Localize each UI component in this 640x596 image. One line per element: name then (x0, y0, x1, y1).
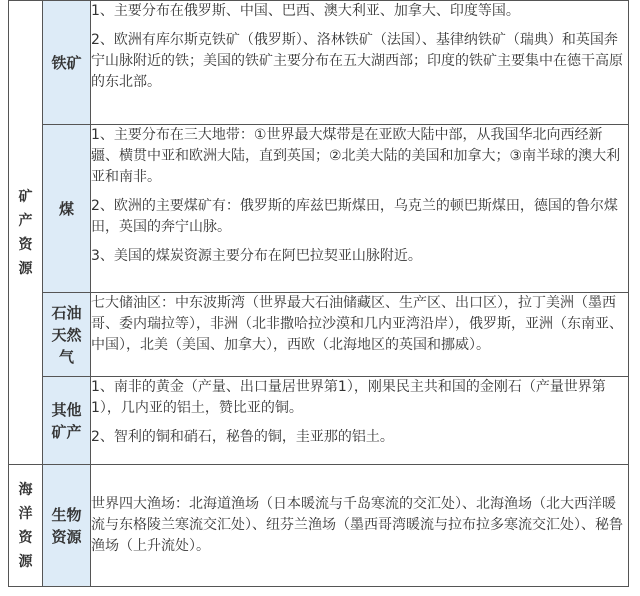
description-paragraph: 七大储油区：中东波斯湾（世界最大石油储藏区、生产区、出口区），拉丁美洲（墨西哥、委内瑞拉等），非洲（北非撒哈拉沙漠和几内亚湾沿岸），俄罗斯，亚洲（东南亚、中国），北美（美国、加拿大），西欧（北海地区的英国和挪威）。 (91, 295, 623, 353)
table-row-iron (9, 1, 629, 125)
subcategory-biological-resources (43, 465, 91, 587)
category-char: 源 (18, 553, 33, 570)
table-row-marine-biological (9, 465, 629, 587)
resource-table (8, 0, 629, 587)
description-paragraph: 世界四大渔场：北海道渔场（日本暖流与千岛寒流的交汇处）、北海渔场（北大西洋暖流与东格陵兰寒流交汇处）、纽芬兰渔场（墨西哥湾暖流与拉布拉多寒流交汇处）、秘鲁渔场（上升流处）。 (91, 496, 623, 554)
subcategory-coal (43, 125, 91, 293)
table-row-oil-gas (9, 293, 629, 377)
subcategory-label: 煤 (58, 199, 74, 218)
category-char: 源 (18, 260, 33, 277)
description-paragraph: 2、欧洲的主要煤矿有：俄罗斯的库兹巴斯煤田，乌克兰的顿巴斯煤田，德国的鲁尔煤田，英国的奔宁山脉。 (91, 198, 618, 235)
category-char: 产 (18, 212, 33, 229)
category-marine-resources (9, 465, 43, 587)
description-coal (91, 125, 629, 293)
subcategory-label: 资源 (51, 527, 82, 546)
description-paragraph: 1、南非的黄金（产量、出口量居世界第1），刚果民主共和国的金刚石（产量世界第1），几内亚的铝土，赞比亚的铜。 (91, 379, 606, 416)
description-oil-gas (91, 293, 629, 377)
category-char: 资 (18, 529, 33, 546)
subcategory-oil-gas (43, 293, 91, 377)
subcategory-label: 气 (58, 347, 74, 366)
category-char: 矿 (18, 188, 33, 205)
description-paragraph: 3、美国的煤炭资源主要分布在阿巴拉契亚山脉附近。 (91, 248, 422, 264)
description-paragraph: 2、欧洲有库尔斯克铁矿（俄罗斯）、洛林铁矿（法国）、基律纳铁矿（瑞典）和英国奔宁山脉附近的铁；美国的铁矿主要分布在五大湖西部；印度的铁矿主要集中在德干高原的东北部。 (91, 32, 623, 90)
description-other-minerals (91, 377, 629, 465)
subcategory-label: 生物 (51, 505, 82, 524)
description-iron (91, 1, 629, 125)
description-paragraph: 1、主要分布在三大地带：①世界最大煤带是在亚欧大陆中部，从我国华北向西经新疆、横贯中亚和欧洲大陆，直到英国；②北美大陆的美国和加拿大；③南半球的澳大利亚和南非。 (91, 127, 621, 185)
subcategory-label: 铁矿 (51, 53, 82, 72)
table-row-other-minerals (9, 377, 629, 465)
subcategory-label: 其他 (51, 400, 82, 419)
subcategory-label: 天然 (51, 325, 82, 344)
category-char: 资 (18, 236, 33, 253)
category-mineral-resources (9, 1, 43, 465)
description-paragraph: 1、主要分布在俄罗斯、中国、巴西、澳大利亚、加拿大、印度等国。 (91, 3, 520, 19)
subcategory-iron (43, 1, 91, 125)
subcategory-other-minerals (43, 377, 91, 465)
category-char: 洋 (18, 505, 33, 522)
description-paragraph: 2、智利的铜和硝石，秘鲁的铜，圭亚那的铝土。 (91, 429, 394, 445)
category-char: 海 (18, 481, 33, 498)
description-biological-resources (91, 465, 629, 587)
subcategory-label: 石油 (51, 303, 82, 322)
subcategory-label: 矿产 (51, 422, 82, 441)
table-row-coal (9, 125, 629, 293)
